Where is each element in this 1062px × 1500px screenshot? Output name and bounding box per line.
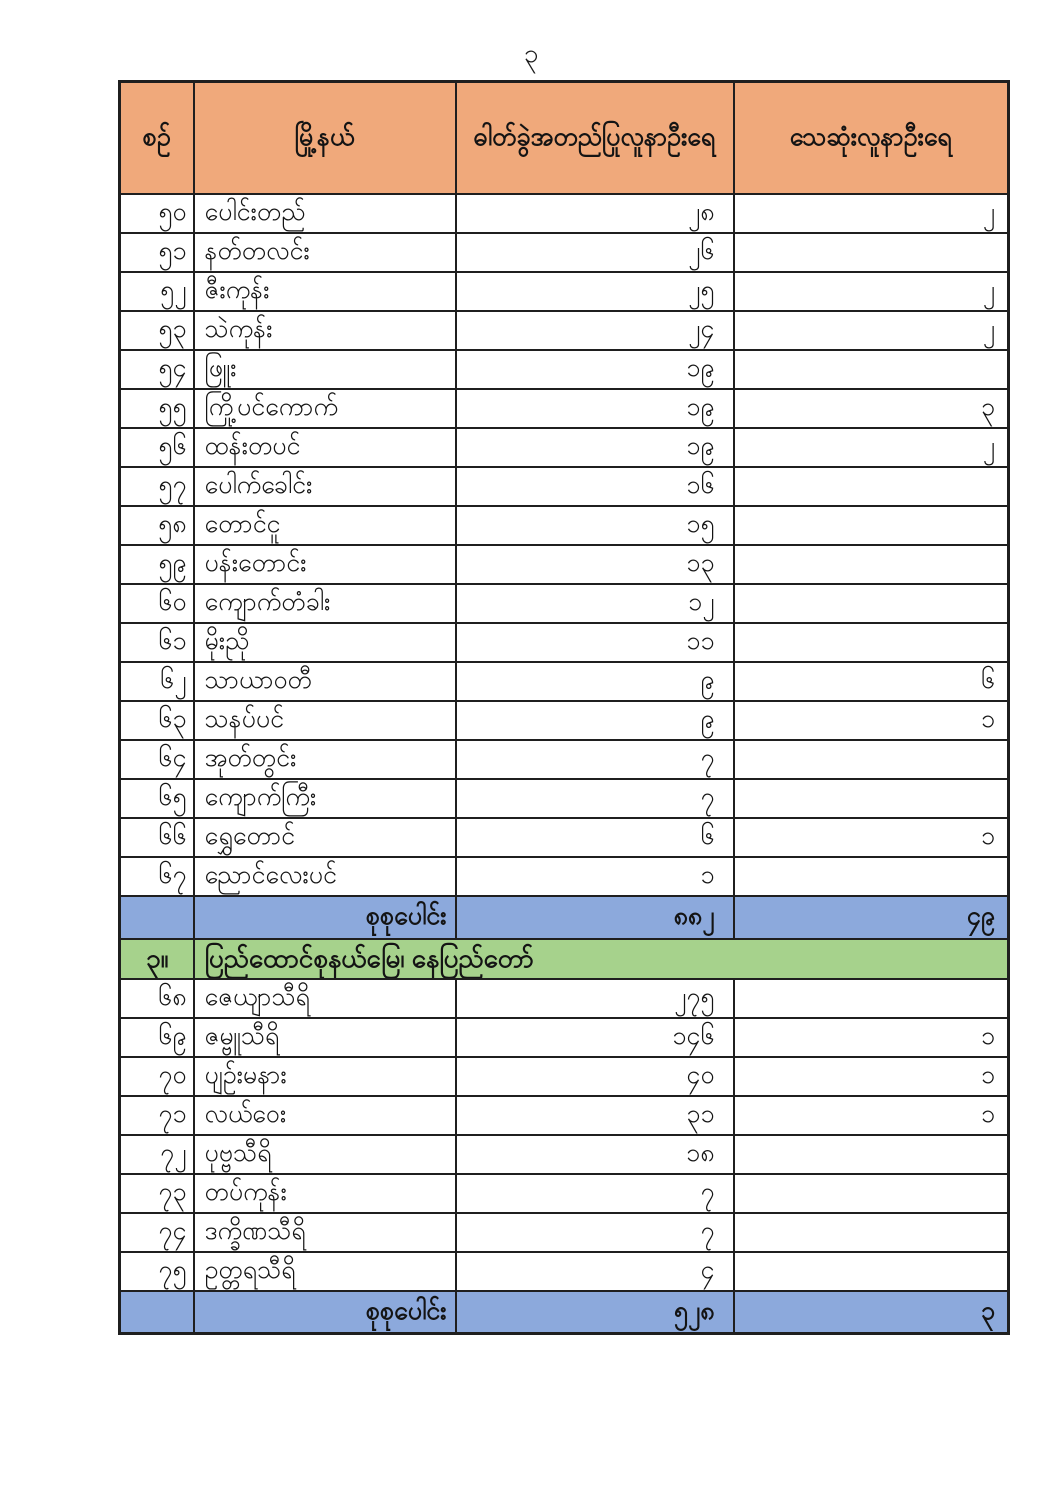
- section-title: ပြည်ထောင်စုနယ်မြေ၊ နေပြည်တော်: [194, 939, 1009, 979]
- table-row: [120, 1213, 1009, 1252]
- row-serial: ၆၁: [120, 623, 194, 662]
- column-header-serial: စဉ်: [120, 82, 194, 194]
- row-deaths: [734, 350, 1009, 389]
- table-row: [120, 623, 1009, 662]
- row-confirmed: ၂၅: [456, 272, 734, 311]
- row-township: အုတ်တွင်း: [194, 740, 456, 779]
- table-row: [120, 428, 1009, 467]
- row-serial: ၆၀: [120, 584, 194, 623]
- row-confirmed: ၁၃: [456, 545, 734, 584]
- row-serial: ၅၁: [120, 233, 194, 272]
- row-deaths: ၁: [734, 1018, 1009, 1057]
- table-row: [120, 1252, 1009, 1291]
- row-serial: ၆၃: [120, 701, 194, 740]
- row-deaths: [734, 506, 1009, 545]
- row-deaths: [734, 1135, 1009, 1174]
- total-row: [120, 1291, 1009, 1334]
- section-header-row: [120, 939, 1009, 979]
- row-serial: ၅၃: [120, 311, 194, 350]
- row-deaths: [734, 779, 1009, 818]
- row-township: မိုးညို: [194, 623, 456, 662]
- row-confirmed: ၂၇၅: [456, 979, 734, 1018]
- total-confirmed: ၅၂၈: [456, 1291, 734, 1334]
- row-township: ညောင်လေးပင်: [194, 857, 456, 896]
- row-confirmed: ၁၆: [456, 467, 734, 506]
- row-confirmed: ၁: [456, 857, 734, 896]
- table-row: [120, 272, 1009, 311]
- row-confirmed: ၁၄၆: [456, 1018, 734, 1057]
- row-confirmed: ၉: [456, 701, 734, 740]
- row-confirmed: ၄၀: [456, 1057, 734, 1096]
- row-serial: ၅၂: [120, 272, 194, 311]
- table-row: [120, 701, 1009, 740]
- row-deaths: ၁: [734, 701, 1009, 740]
- table-row: [120, 584, 1009, 623]
- row-township: သနပ်ပင်: [194, 701, 456, 740]
- row-serial: ၅၆: [120, 428, 194, 467]
- row-serial: ၇၄: [120, 1213, 194, 1252]
- table-row: [120, 857, 1009, 896]
- row-serial: ၆၄: [120, 740, 194, 779]
- row-serial: ၆၆: [120, 818, 194, 857]
- row-deaths: [734, 740, 1009, 779]
- section-number: ၃။: [120, 939, 194, 979]
- total-serial-empty: [120, 896, 194, 939]
- row-township: ကျောက်တံခါး: [194, 584, 456, 623]
- row-township: ဥတ္တရသီရိ: [194, 1252, 456, 1291]
- row-confirmed: ၁၈: [456, 1135, 734, 1174]
- row-township: ရွှေတောင်: [194, 818, 456, 857]
- row-deaths: ၁: [734, 818, 1009, 857]
- table-row: [120, 545, 1009, 584]
- row-deaths: [734, 1213, 1009, 1252]
- row-serial: ၇၅: [120, 1252, 194, 1291]
- table-row: [120, 233, 1009, 272]
- row-confirmed: ၆: [456, 818, 734, 857]
- table-row: [120, 662, 1009, 701]
- total-serial-empty: [120, 1291, 194, 1334]
- row-township: ကြို့ပင်ကောက်: [194, 389, 456, 428]
- row-confirmed: ၂၆: [456, 233, 734, 272]
- page-number: ၃: [523, 38, 539, 68]
- row-confirmed: ၁၅: [456, 506, 734, 545]
- table-header-row: [120, 82, 1009, 194]
- table-row: [120, 1135, 1009, 1174]
- row-serial: ၆၅: [120, 779, 194, 818]
- row-confirmed: ၁၉: [456, 350, 734, 389]
- row-confirmed: ၁၂: [456, 584, 734, 623]
- row-deaths: [734, 233, 1009, 272]
- row-confirmed: ၇: [456, 740, 734, 779]
- row-deaths: ၆: [734, 662, 1009, 701]
- row-deaths: ၁: [734, 1057, 1009, 1096]
- table-row: [120, 389, 1009, 428]
- row-township: ဖြူး: [194, 350, 456, 389]
- row-township: လယ်ဝေး: [194, 1096, 456, 1135]
- row-confirmed: ၂၈: [456, 194, 734, 233]
- row-confirmed: ၁၉: [456, 428, 734, 467]
- row-confirmed: ၇: [456, 1174, 734, 1213]
- row-deaths: [734, 623, 1009, 662]
- row-serial: ၅၄: [120, 350, 194, 389]
- row-confirmed: ၃၁: [456, 1096, 734, 1135]
- table-row: [120, 779, 1009, 818]
- row-township: ဇီးကုန်း: [194, 272, 456, 311]
- row-deaths: [734, 545, 1009, 584]
- row-deaths: ၂: [734, 311, 1009, 350]
- row-township: သဲကုန်း: [194, 311, 456, 350]
- row-township: ဇေယျာသီရိ: [194, 979, 456, 1018]
- table-row: [120, 1096, 1009, 1135]
- row-township: သာယာဝတီ: [194, 662, 456, 701]
- row-township: နတ်တလင်း: [194, 233, 456, 272]
- row-serial: ၅၉: [120, 545, 194, 584]
- row-deaths: ၂: [734, 194, 1009, 233]
- table-body: [120, 194, 1009, 1334]
- total-row: [120, 896, 1009, 939]
- column-header-deaths: သေဆုံးလူနာဦးရေ: [734, 82, 1009, 194]
- row-confirmed: ၁၁: [456, 623, 734, 662]
- table-row: [120, 350, 1009, 389]
- row-deaths: [734, 1174, 1009, 1213]
- row-township: တောင်ငူ: [194, 506, 456, 545]
- row-serial: ၅၅: [120, 389, 194, 428]
- table-row: [120, 194, 1009, 233]
- row-serial: ၆၈: [120, 979, 194, 1018]
- total-label: စုစုပေါင်း: [194, 1291, 456, 1334]
- row-deaths: ၁: [734, 1096, 1009, 1135]
- row-township: ပုဗ္ဗသီရိ: [194, 1135, 456, 1174]
- row-township: ကျောက်ကြီး: [194, 779, 456, 818]
- row-confirmed: ၇: [456, 1213, 734, 1252]
- row-deaths: ၂: [734, 428, 1009, 467]
- row-confirmed: ၇: [456, 779, 734, 818]
- row-township: ဒက္ခိဏသီရိ: [194, 1213, 456, 1252]
- row-confirmed: ၂၄: [456, 311, 734, 350]
- total-confirmed: ၈၈၂: [456, 896, 734, 939]
- table-row: [120, 506, 1009, 545]
- row-deaths: [734, 467, 1009, 506]
- table-row: [120, 979, 1009, 1018]
- row-deaths: ၃: [734, 389, 1009, 428]
- table-row: [120, 1018, 1009, 1057]
- row-township: ပေါက်ခေါင်း: [194, 467, 456, 506]
- row-serial: ၅၇: [120, 467, 194, 506]
- row-deaths: [734, 857, 1009, 896]
- row-serial: ၇၃: [120, 1174, 194, 1213]
- row-township: တပ်ကုန်း: [194, 1174, 456, 1213]
- row-serial: ၇၁: [120, 1096, 194, 1135]
- column-header-township: မြို့နယ်: [194, 82, 456, 194]
- total-deaths: ၄၉: [734, 896, 1009, 939]
- table-row: [120, 1174, 1009, 1213]
- total-label: စုစုပေါင်း: [194, 896, 456, 939]
- covid-township-table: [118, 80, 1010, 1335]
- row-confirmed: ၄: [456, 1252, 734, 1291]
- row-serial: ၅၈: [120, 506, 194, 545]
- row-township: ပေါင်းတည်: [194, 194, 456, 233]
- row-township: ပန်းတောင်း: [194, 545, 456, 584]
- row-deaths: [734, 979, 1009, 1018]
- row-serial: ၇၀: [120, 1057, 194, 1096]
- row-confirmed: ၁၉: [456, 389, 734, 428]
- table-row: [120, 818, 1009, 857]
- row-serial: ၇၂: [120, 1135, 194, 1174]
- total-deaths: ၃: [734, 1291, 1009, 1334]
- row-serial: ၆၇: [120, 857, 194, 896]
- row-deaths: ၂: [734, 272, 1009, 311]
- table-row: [120, 467, 1009, 506]
- row-deaths: [734, 1252, 1009, 1291]
- table-row: [120, 1057, 1009, 1096]
- row-serial: ၅၀: [120, 194, 194, 233]
- column-header-confirmed: ဓါတ်ခွဲအတည်ပြုလူနာဦးရေ: [456, 82, 734, 194]
- table-row: [120, 311, 1009, 350]
- row-confirmed: ၉: [456, 662, 734, 701]
- row-serial: ၆၉: [120, 1018, 194, 1057]
- row-serial: ၆၂: [120, 662, 194, 701]
- row-township: ဇမ္ဗူသီရိ: [194, 1018, 456, 1057]
- row-township: ပျဉ်းမနား: [194, 1057, 456, 1096]
- row-township: ထန်းတပင်: [194, 428, 456, 467]
- row-deaths: [734, 584, 1009, 623]
- table-row: [120, 740, 1009, 779]
